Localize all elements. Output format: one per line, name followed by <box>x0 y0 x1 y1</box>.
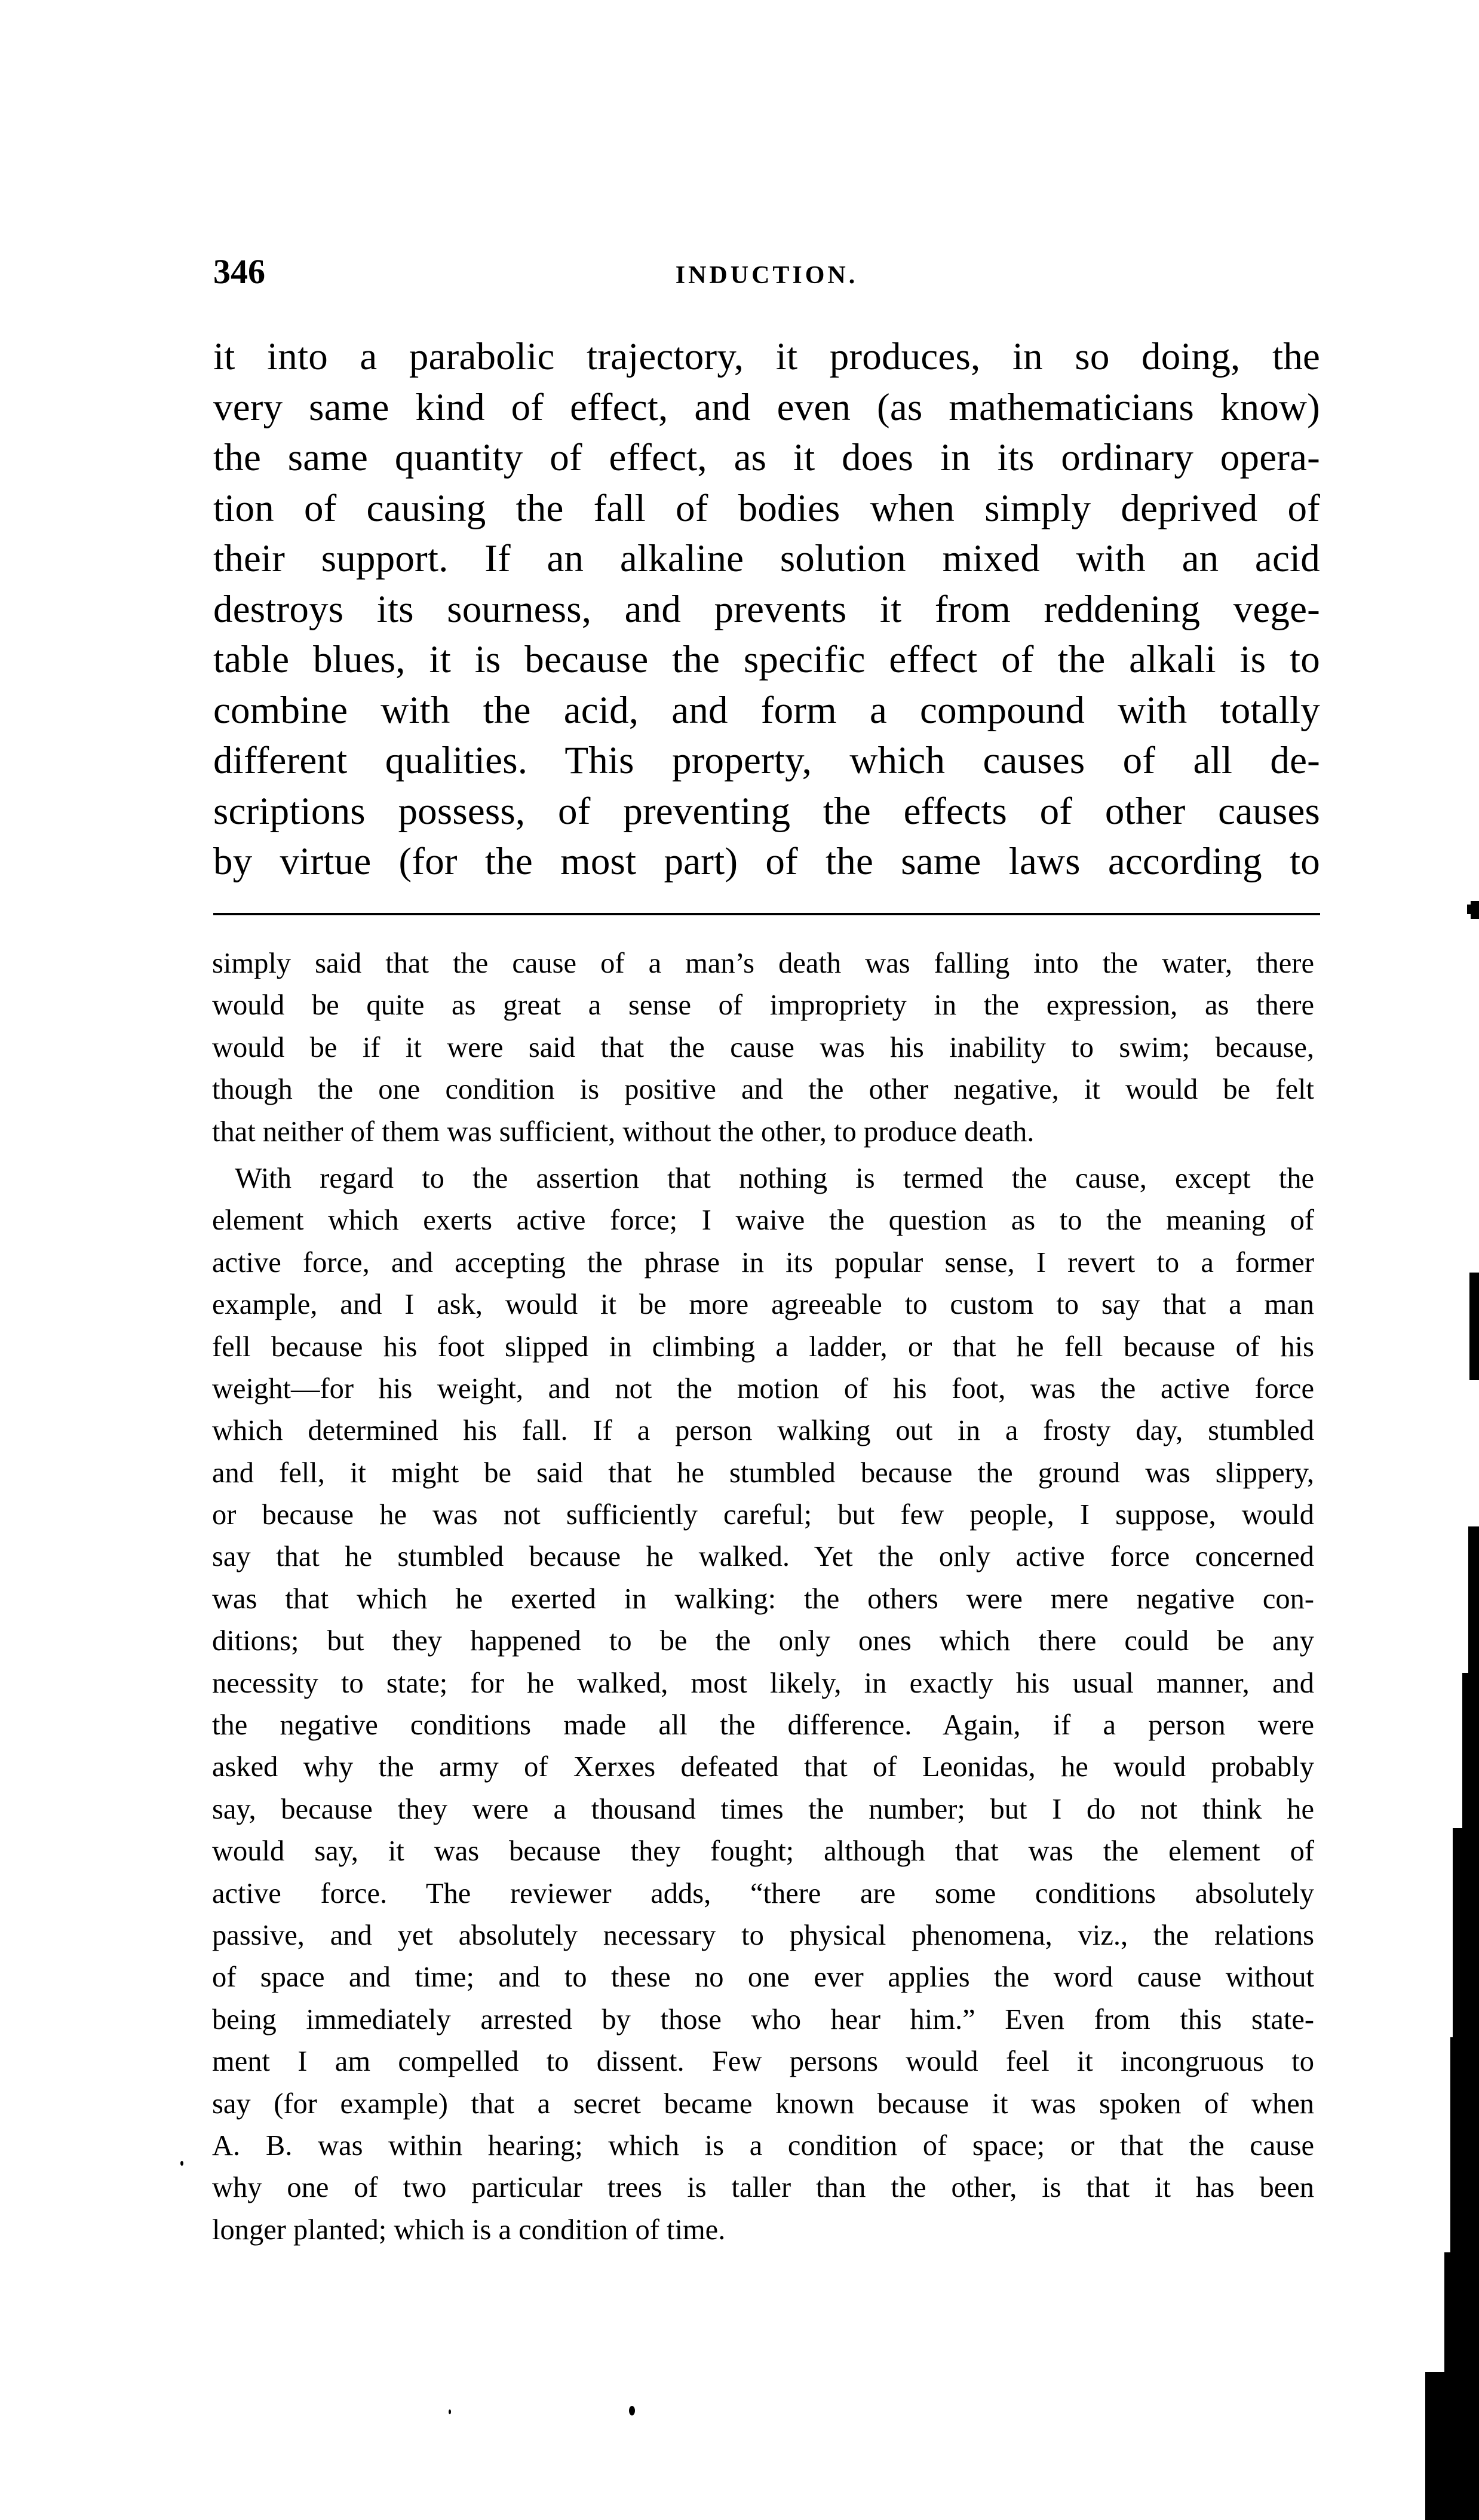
scan-edge-mark <box>1453 1828 1479 2037</box>
scan-edge-mark <box>1468 1526 1479 1673</box>
footnote-line: and fell, it might be said that he stumbled because the ground was slippery, <box>212 1457 1314 1489</box>
footnote-line: would be if it were said that the cause was his inability to swim; because, <box>212 1031 1314 1063</box>
body-line: destroys its sourness, and prevents it from reddening vege- <box>213 587 1320 631</box>
body-line: table blues, it is because the specific effect of the alkali is to <box>213 638 1320 681</box>
footnote-line: weight—for his weight, and not the motion of his foot, was the active force <box>212 1372 1314 1405</box>
main-body-text <box>213 332 1320 887</box>
paragraph-gap <box>212 1153 1314 1158</box>
footnote-separator-rule <box>213 913 1320 915</box>
body-line: it into a parabolic trajectory, it produces, in so doing, the <box>213 335 1320 378</box>
footnote-paragraph-2 <box>212 1158 1314 2251</box>
scan-edge-mark <box>1425 2372 1479 2520</box>
footnote-line: asked why the army of Xerxes defeated that of Leonidas, he would probably <box>212 1751 1314 1783</box>
footnote-line: necessity to state; for he walked, most likely, in exactly his usual manner, and <box>212 1667 1314 1699</box>
body-line: their support. If an alkaline solution mixed with an acid <box>213 537 1320 580</box>
footnote-line: ditions; but they happened to be the only ones which there could be any <box>212 1625 1314 1657</box>
scan-edge-mark <box>1450 2037 1479 2252</box>
footnote-line: example, and I ask, would it be more agreeable to custom to say that a man <box>212 1289 1314 1321</box>
footnote-line: active force, and accepting the phrase in its popular sense, I revert to a former <box>212 1246 1314 1279</box>
footnote-line: would say, it was because they fought; although that was the element of <box>212 1835 1314 1868</box>
body-line: very same kind of effect, and even (as mathematicians know) <box>213 385 1320 429</box>
footnote-line: was that which he exerted in walking: the others were mere negative con- <box>212 1583 1314 1615</box>
footnote-line: say (for example) that a secret became known because it was spoken of when <box>212 2087 1314 2120</box>
footnote-line: ment I am compelled to dissent. Few persons would feel it incongruous to <box>212 2046 1314 2078</box>
footnote-line: active force. The reviewer adds, “there are some conditions absolutely <box>212 1877 1314 1909</box>
footnote-line: or because he was not sufficiently careful; but few people, I suppose, would <box>212 1499 1314 1531</box>
body-line: different qualities. This property, which causes of all de- <box>213 739 1320 782</box>
footnote-line: why one of two particular trees is taller than the other, is that it has been <box>212 2172 1314 2204</box>
page-number: 346 <box>213 252 265 291</box>
footnote-line: being immediately arrested by those who hear him.” Even from this state- <box>212 2003 1314 2035</box>
body-line: by virtue (for the most part) of the same laws according to <box>213 840 1320 883</box>
body-line: combine with the acid, and form a compound with totally <box>213 688 1320 732</box>
footnote-line: With regard to the assertion that nothing is termed the cause, except the <box>235 1162 1314 1194</box>
footnote-line: longer planted; which is a condition of time. <box>212 2214 726 2246</box>
footnote-line: fell because his foot slipped in climbing a ladder, or that he fell because of his <box>212 1330 1314 1363</box>
running-head <box>213 251 1320 293</box>
scan-edge-mark <box>1444 2252 1479 2372</box>
footnote-line: the negative conditions made all the difference. Again, if a person were <box>212 1709 1314 1742</box>
footnote-line: of space and time; and to these no one ever applies the word cause without <box>212 1961 1314 1994</box>
footnote-line: A. B. was within hearing; which is a condition of space; or that the cause <box>212 2129 1314 2162</box>
stray-speck <box>629 2406 635 2415</box>
footnote-line: which determined his fall. If a person walking out in a frosty day, stumbled <box>212 1415 1314 1447</box>
footnote-line: element which exerts active force; I waive the question as to the meaning of <box>212 1204 1314 1237</box>
footnote-line: say that he stumbled because he walked. Yet the only active force concerned <box>212 1541 1314 1573</box>
running-title: INDUCTION. <box>675 262 858 289</box>
scan-edge-mark <box>1462 1673 1479 1828</box>
footnote-line: simply said that the cause of a man’s death was falling into the water, there <box>212 948 1314 979</box>
stray-speck <box>449 2409 451 2414</box>
footnote-line: that neither of them was sufficient, without the other, to produce death. <box>212 1115 1035 1148</box>
footnote-line: passive, and yet absolutely necessary to physical phenomena, viz., the relations <box>212 1919 1314 1951</box>
footnote-line: would be quite as great a sense of impropriety in the expression, as there <box>212 989 1314 1022</box>
footnote-paragraph-1 <box>212 943 1314 1153</box>
footnote-line: say, because they were a thousand times the number; but I do not think he <box>212 1793 1314 1825</box>
body-line: tion of causing the fall of bodies when simply deprived of <box>213 486 1320 530</box>
body-line: the same quantity of effect, as it does in its ordinary opera- <box>213 436 1320 479</box>
scan-edge-mark <box>1471 901 1479 919</box>
footnote-line: though the one condition is positive and the other negative, it would be felt <box>212 1074 1314 1106</box>
body-line: scriptions possess, of preventing the effects of other causes <box>213 789 1320 833</box>
footnote <box>212 943 1314 2251</box>
stray-speck <box>180 2161 183 2166</box>
scan-edge-mark <box>1469 1273 1479 1299</box>
scan-edge-mark <box>1469 1299 1479 1380</box>
